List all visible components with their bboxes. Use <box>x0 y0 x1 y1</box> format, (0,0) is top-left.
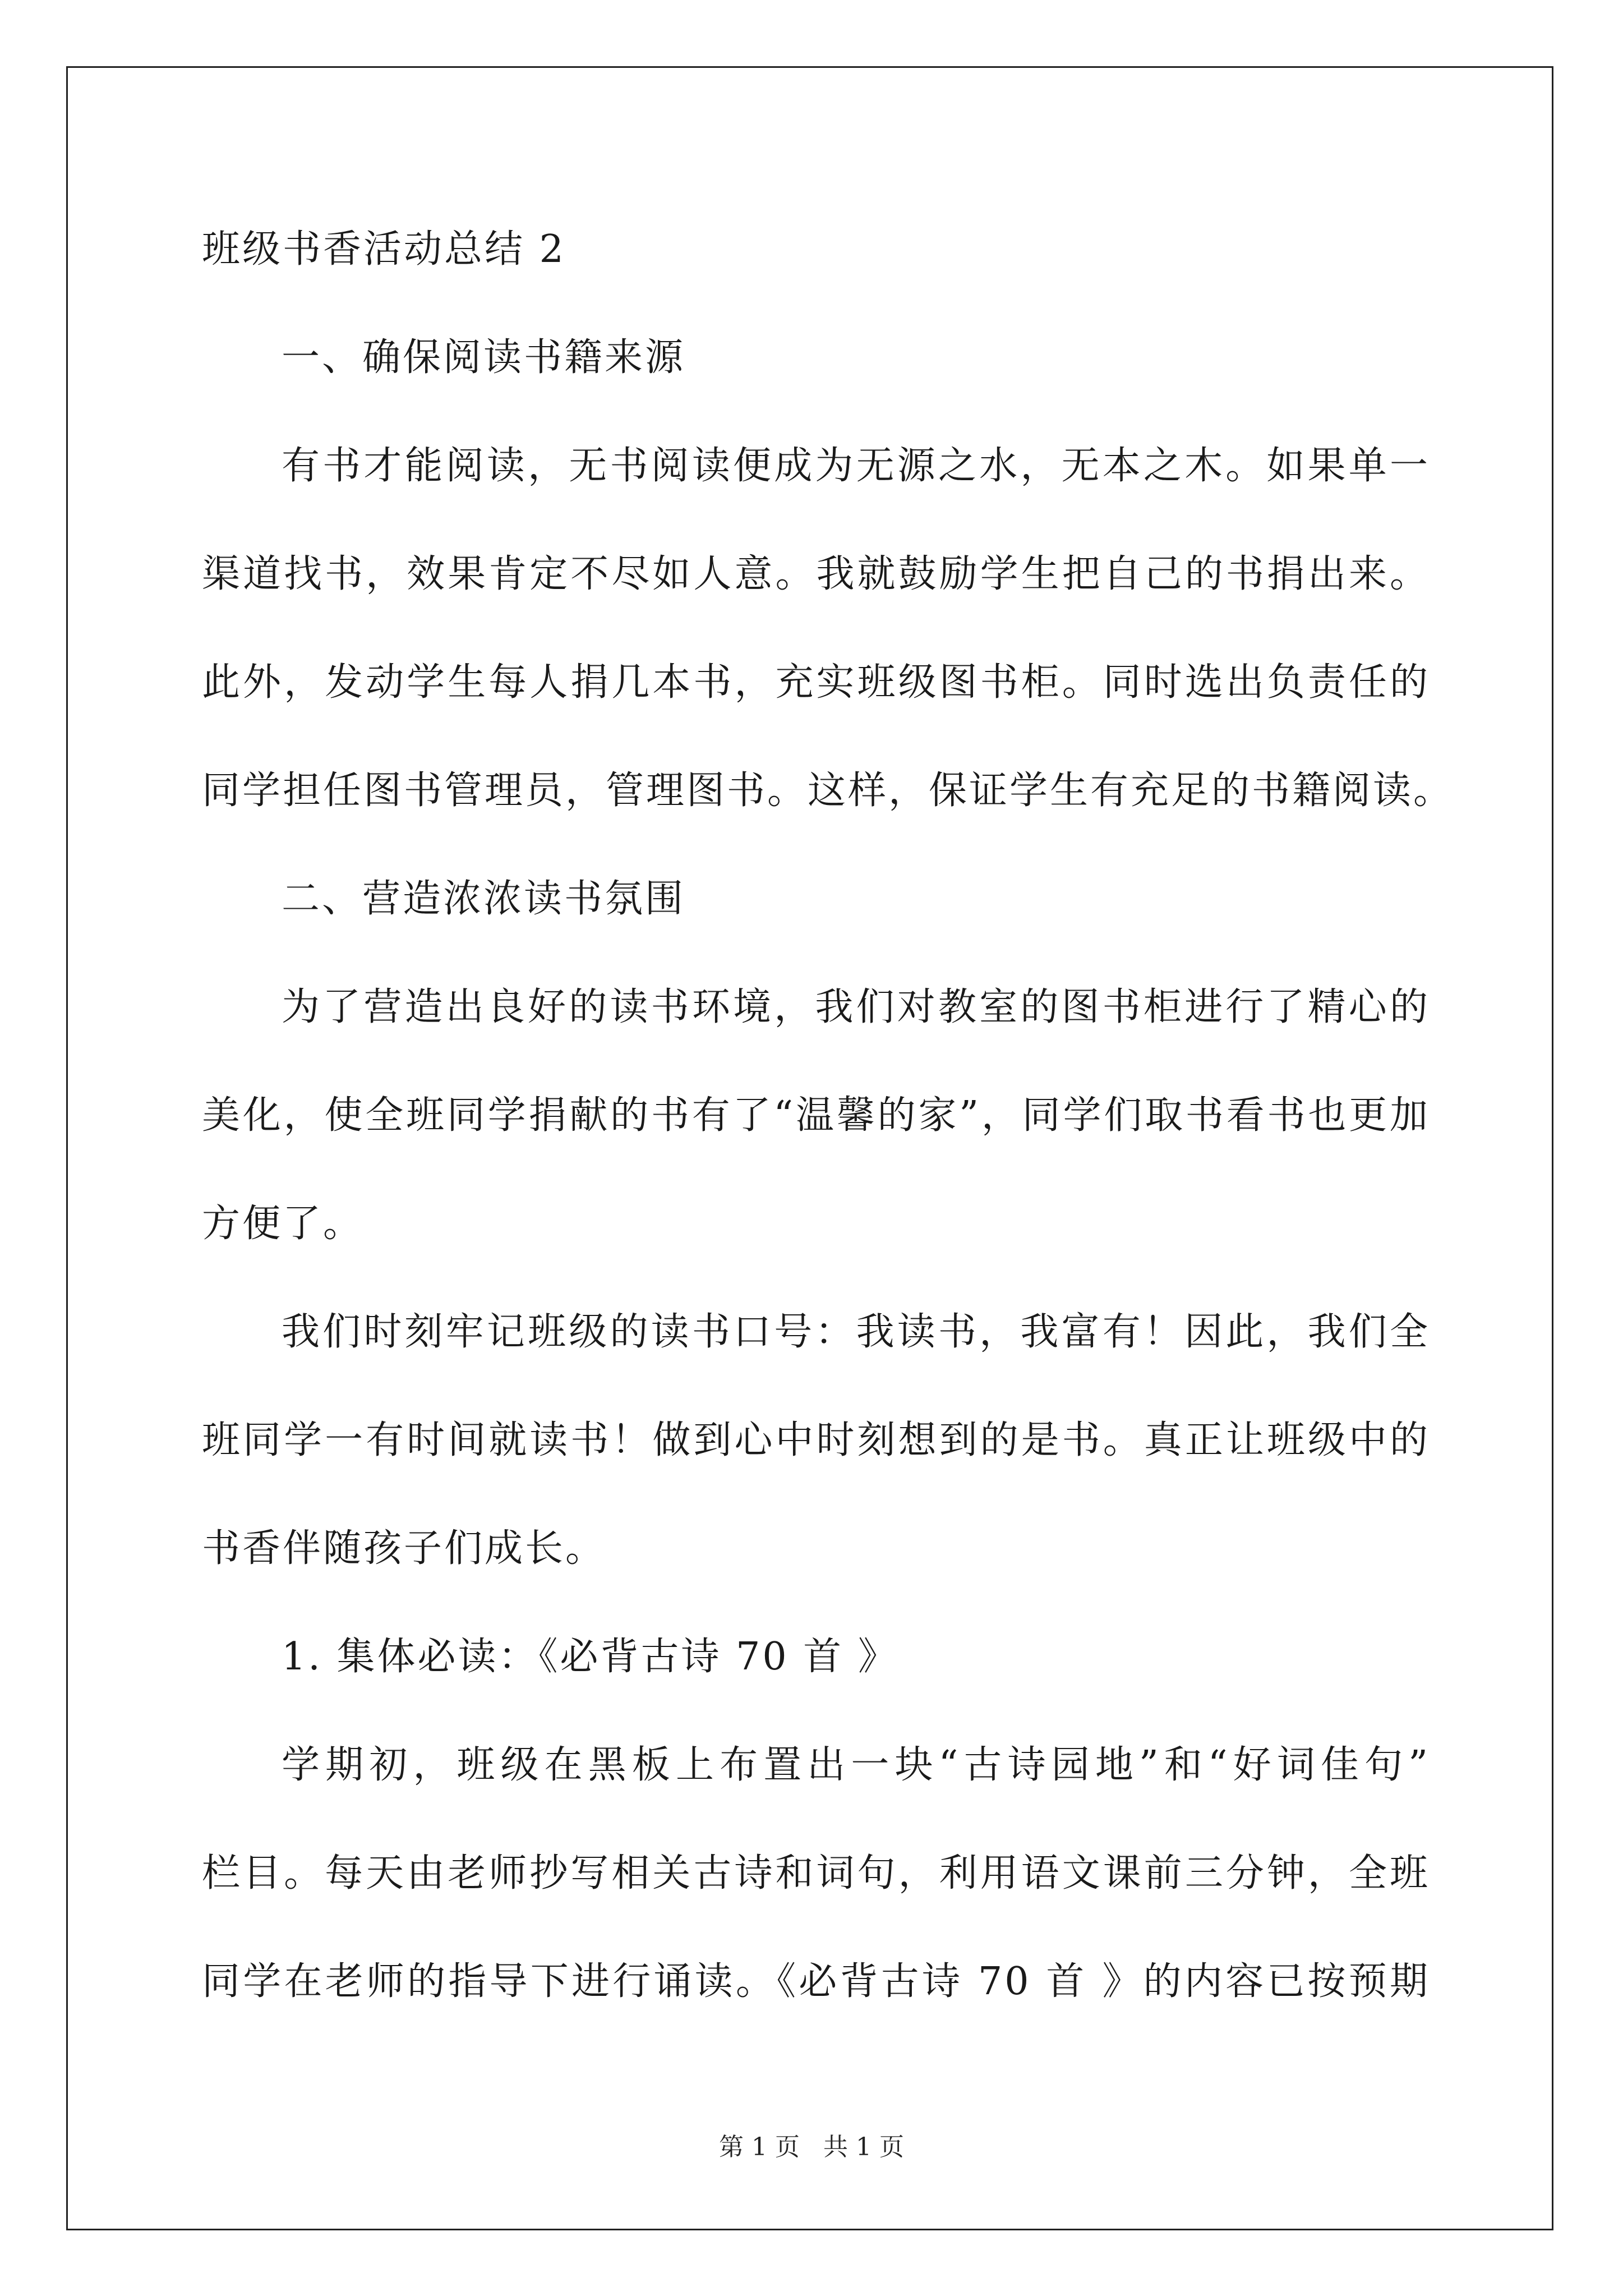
paragraph-line: 书香伴随孩子们成长。 <box>202 1526 606 1571</box>
subheading-required-reading <box>202 1629 1430 1685</box>
paragraph-line: 同学在老师的指导下进行诵读。《必背古诗 70 首 》的内容已按预期 <box>202 1959 1430 2004</box>
paragraph-line: 此外，发动学生每人捐几本书，充实班级图书柜。同时选出负责任的 <box>202 660 1430 705</box>
paragraph-line: 有书才能阅读，无书阅读便成为无源之水，无本之木。如果单一 <box>282 444 1430 488</box>
page-footer <box>0 2131 1623 2164</box>
document-title: 班级书香活动总结 2 <box>202 227 566 272</box>
paragraph-book-sources <box>202 438 1454 819</box>
paragraph-line: 班同学一有时间就读书！做到心中时刻想到的是书。真正让班级中的 <box>202 1418 1430 1462</box>
paragraph-line: 渠道找书，效果肯定不尽如人意。我就鼓励学生把自己的书捐出来。 <box>202 552 1430 596</box>
document-body <box>202 222 1454 2062</box>
section-heading-2 <box>202 871 1430 927</box>
paragraph-line: 方便了。 <box>202 1202 364 1246</box>
paragraph-line: 学期初，班级在黑板上布置出一块“古诗园地”和“好词佳句” <box>282 1743 1430 1787</box>
paragraph-line: 美化，使全班同学捐献的书有了“温馨的家”，同学们取书看书也更加 <box>202 1093 1430 1138</box>
paragraph-reading-slogan <box>202 1304 1430 1577</box>
paragraph-reading-environment <box>202 979 1430 1252</box>
heading-text: 一、确保阅读书籍来源 <box>282 335 686 380</box>
heading-text: 1. 集体必读：《必背古诗 70 首 》 <box>282 1635 898 1679</box>
paragraph-poetry-corner <box>202 1737 1430 2010</box>
paragraph-line: 栏目。每天由老师抄写相关古诗和词句，利用语文课前三分钟，全班 <box>202 1851 1430 1895</box>
section-heading-1 <box>202 330 1430 386</box>
heading-text: 二、营造浓浓读书氛围 <box>282 877 686 921</box>
page-number: 第 1 页 <box>719 2133 800 2161</box>
page-total: 共 1 页 <box>823 2133 904 2161</box>
paragraph-line: 为了营造出良好的读书环境，我们对教室的图书柜进行了精心的 <box>282 985 1430 1029</box>
paragraph-line: 同学担任图书管理员，管理图书。这样，保证学生有充足的书籍阅读。 <box>202 769 1454 813</box>
paragraph-line: 我们时刻牢记班级的读书口号：我读书，我富有！因此，我们全 <box>282 1310 1430 1354</box>
